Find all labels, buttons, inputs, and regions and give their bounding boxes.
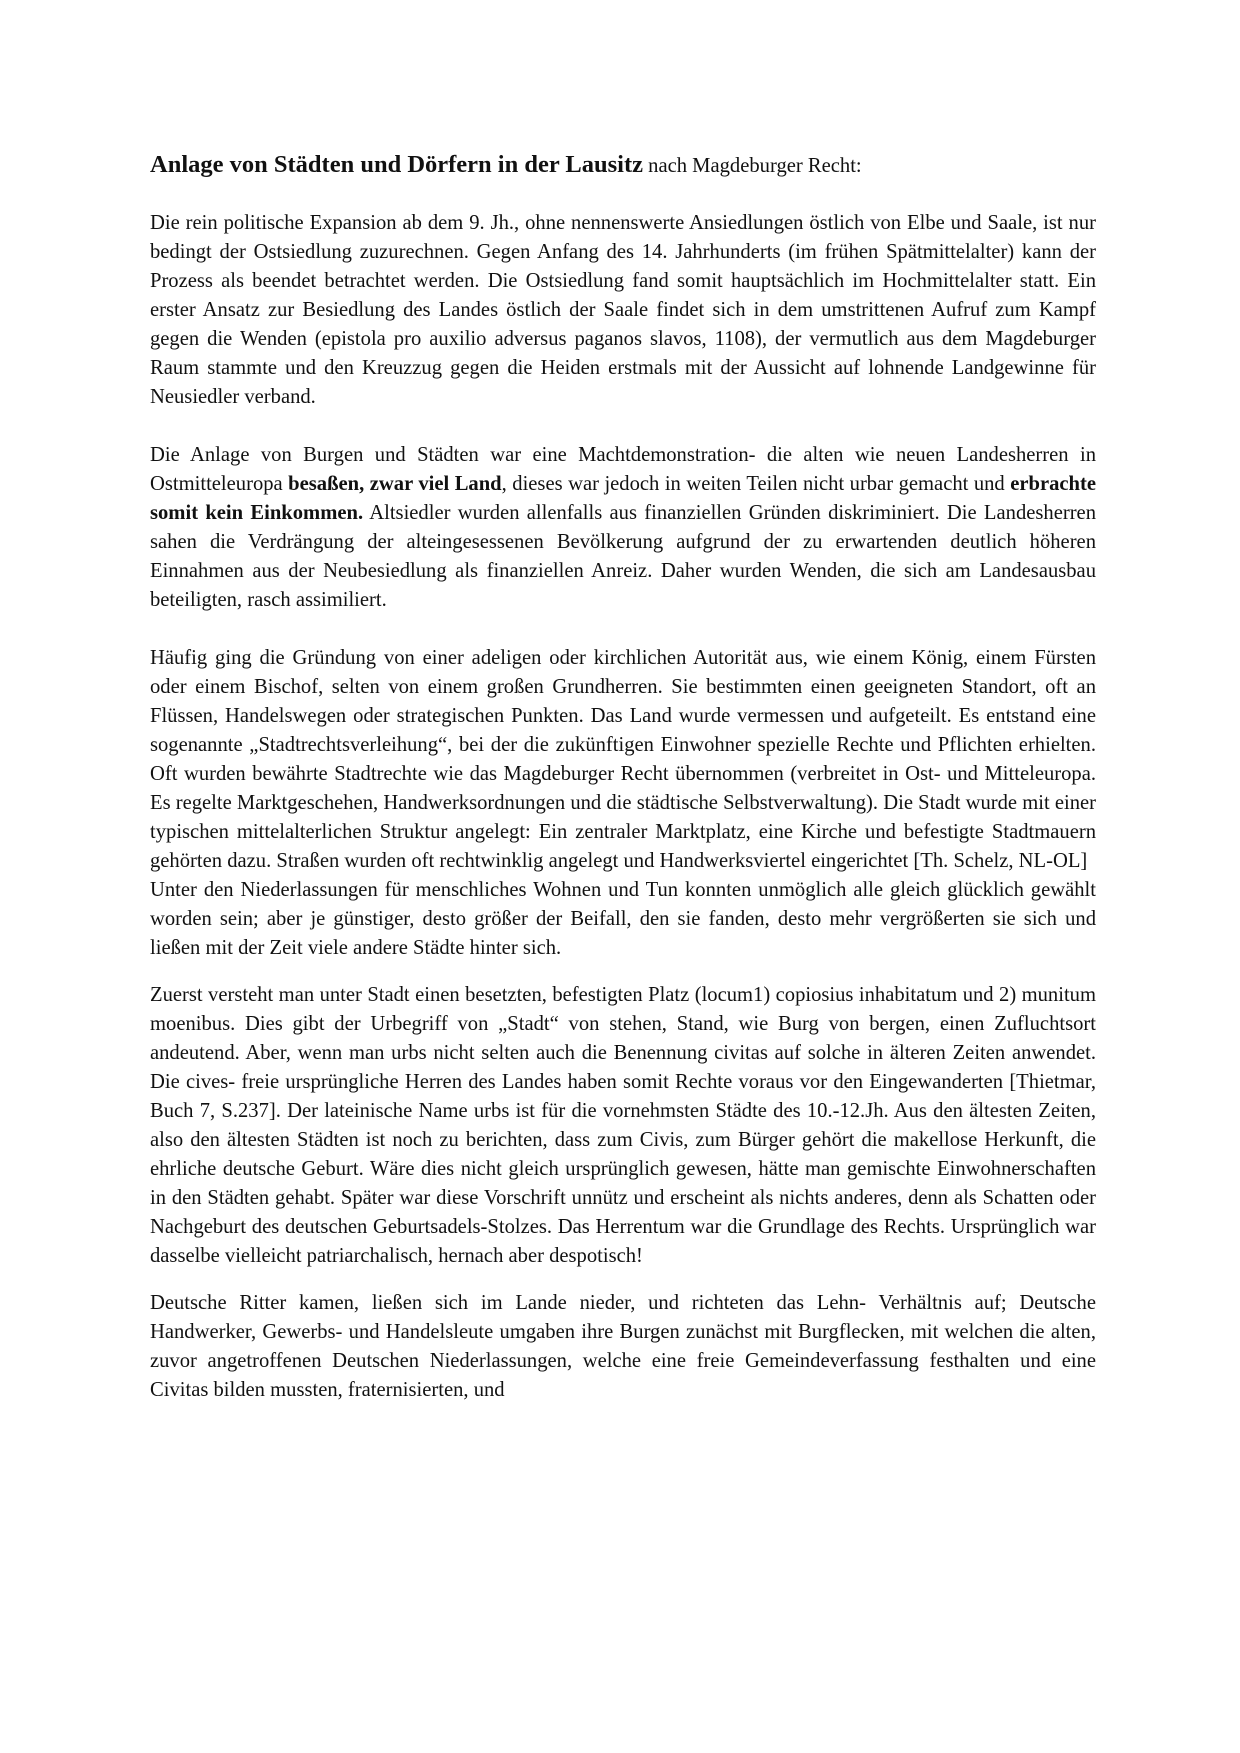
- bold-text: erbrachte somit kein Einkommen.: [150, 473, 1096, 524]
- bold-text: besaßen, zwar viel Land: [288, 473, 502, 495]
- paragraph-niederlassungen: Unter den Niederlassungen für menschliches Wohnen und Tun konnten unmöglich alle gleich glücklich gewählt worden sein; aber je günstiger, desto größer der Beifall, den sie fanden, desto mehr vergrößerten sie sich und ließen mit der Zeit viele andere Städte hinter sich.: [150, 879, 1096, 959]
- paragraph-text: Die Anlage von Burgen und Städten war eine Machtdemonstration- die alten wie neuen Landesherren in Ostmitteleuropa: [150, 444, 1096, 495]
- paragraph-stadtbegriff: Zuerst versteht man unter Stadt einen besetzten, befestigten Platz (locum1) copiosius inhabitatum und 2) munitum moenibus. Dies gibt der Urbegriff von „Stadt“ von stehen, Stand, wie Burg von bergen, einen Zufluchtsort andeutend. Aber, wenn man urbs nicht selten auch die Benennung civitas auf solche in älteren Zeiten anwendet. Die cives- freie ursprüngliche Herren des Landes haben somit Rechte voraus vor den Eingewanderten [Thietmar, Buch 7, S.237]. Der lateinische Name urbs ist für die vornehmsten Städte des 10.-12.Jh. Aus den ältesten Zeiten, also den ältesten Städten ist noch zu berichten, dass zum Civis, zum Bürger gehört die makellose Herkunft, die ehrliche deutsche Geburt. Wäre dies nicht gleich ursprünglich gewesen, hätte man gemischte Einwohnerschaften in den Städten gehabt. Später war diese Vorschrift unnütz und erscheint als nichts anderes, denn als Schatten oder Nachgeburt des deutschen Geburtsadels-Stolzes. Das Herrentum war die Grundlage des Rechts. Ursprünglich war dasselbe vielleicht patriarchalisch, hernach aber despotisch!: [150, 984, 1096, 1267]
- paragraph-text: Altsiedler wurden allenfalls aus finanziellen Gründen diskriminiert. Die Landesherren sahen die Verdrängung der alteingesessenen Bevölkerung aufgrund der zu erwartenden deutlich höheren Einnahmen aus der Neubesiedlung als finanziellen Anreiz. Daher wurden Wenden, die sich am Landesausbau beteiligten, rasch assimiliert.: [150, 502, 1096, 611]
- paragraph-ostsiedlung: Die rein politische Expansion ab dem 9. Jh., ohne nennenswerte Ansiedlungen östlich von Elbe und Saale, ist nur bedingt der Ostsiedlung zuzurechnen. Gegen Anfang des 14. Jahrhunderts (im frühen Spätmittelalter) kann der Prozess als beendet betrachtet werden. Die Ostsiedlung fand somit hauptsächlich im Hochmittelalter statt. Ein erster Ansatz zur Besiedlung des Landes östlich der Saale findet sich in dem umstrittenen Aufruf zum Kampf gegen die Wenden (epistola pro auxilio adversus paganos slavos, 1108), der vermutlich aus dem Magdeburger Raum stammte und den Kreuzzug gegen die Heiden erstmals mit der Aussicht auf lohnende Landgewinne für Neusiedler verband.: [150, 212, 1096, 408]
- paragraph-machtdemonstration: [150, 441, 1096, 615]
- document-title: [150, 150, 1096, 181]
- paragraph-deutsche-ritter: Deutsche Ritter kamen, ließen sich im Lande nieder, und richteten das Lehn- Verhältnis auf; Deutsche Handwerker, Gewerbs- und Handelsleute umgaben ihre Burgen zunächst mit Burgflecken, mit welchen die alten, zuvor angetroffenen Deutschen Niederlassungen, welche eine freie Gemeindeverfassung festhalten und eine Civitas bilden mussten, fraternisierten, und: [150, 1292, 1096, 1401]
- document-page: [150, 150, 1096, 1405]
- paragraph-gruendung: Häufig ging die Gründung von einer adeligen oder kirchlichen Autorität aus, wie einem König, einem Fürsten oder einem Bischof, selten von einem großen Grundherren. Sie bestimmten einen geeigneten Standort, oft an Flüssen, Handelswegen oder strategischen Punkten. Das Land wurde vermessen und aufgeteilt. Es entstand eine sogenannte „Stadtrechtsverleihung“, bei der die zukünftigen Einwohner spezielle Rechte und Pflichten erhielten. Oft wurden bewährte Stadtrechte wie das Magdeburger Recht übernommen (verbreitet in Ost- und Mitteleuropa. Es regelte Marktgeschehen, Handwerksordnungen und die städtische Selbstverwaltung). Die Stadt wurde mit einer typischen mittelalterlichen Struktur angelegt: Ein zentraler Marktplatz, eine Kirche und befestigte Stadtmauern gehörten dazu. Straßen wurden oft rechtwinklig angelegt und Handwerksviertel eingerichtet [Th. Schelz, NL-OL]: [150, 647, 1096, 872]
- title-rest-text: nach Magdeburger Recht:: [643, 155, 862, 177]
- paragraph-text: , dieses war jedoch in weiten Teilen nicht urbar gemacht und: [501, 473, 1011, 495]
- title-bold-text: Anlage von Städten und Dörfern in der Lausitz: [150, 151, 644, 178]
